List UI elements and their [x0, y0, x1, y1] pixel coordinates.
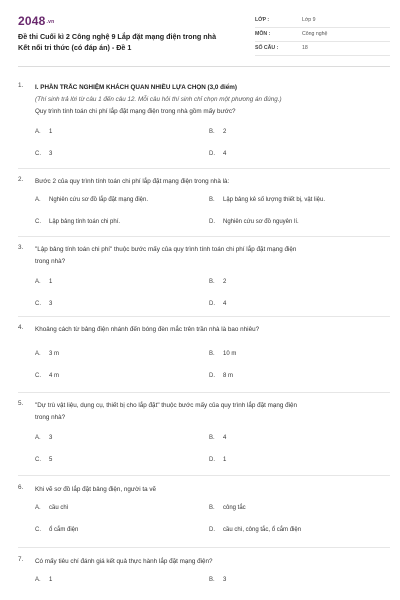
option-c[interactable] — [35, 219, 120, 225]
option-c[interactable] — [35, 457, 52, 463]
option-text: 10 m — [223, 351, 237, 357]
option-a[interactable] — [35, 279, 52, 285]
site-logo[interactable] — [18, 14, 54, 28]
option-b[interactable] — [209, 279, 226, 285]
question-number: 3. — [18, 244, 24, 251]
meta-class-label: LỚP : — [255, 17, 270, 23]
option-letter: B. — [209, 577, 215, 583]
option-letter: A. — [35, 279, 41, 285]
option-text: 8 m — [223, 373, 234, 379]
meta-subject-value: Công nghệ — [302, 31, 328, 37]
option-a[interactable] — [35, 505, 68, 511]
logo-text: 2048 — [18, 14, 46, 28]
option-d[interactable] — [209, 151, 226, 157]
option-letter: C. — [35, 457, 41, 463]
option-b[interactable] — [209, 505, 246, 511]
question-text: Khi vẽ sơ đồ lắp đặt bảng điện, người ta vẽ — [35, 486, 156, 493]
option-c[interactable] — [35, 527, 78, 533]
question-number: 5. — [18, 400, 24, 407]
option-letter: C. — [35, 373, 41, 379]
option-letter: D. — [209, 457, 215, 463]
option-letter: C. — [35, 527, 41, 533]
option-letter: C. — [35, 219, 41, 225]
option-text: 2 — [223, 129, 227, 135]
option-text: 3 — [49, 435, 53, 441]
option-b[interactable] — [209, 435, 226, 441]
question-divider — [18, 547, 390, 548]
question-text: Khoảng cách từ bảng điện nhánh đến bóng đèn mắc trên trần nhà là bao nhiêu? — [35, 326, 260, 333]
question-divider — [18, 168, 390, 169]
option-letter: A. — [35, 577, 41, 583]
question-number: 4. — [18, 324, 24, 331]
question-divider — [18, 392, 390, 393]
option-d[interactable] — [209, 301, 226, 307]
question-text-cont: trong nhà? — [35, 414, 66, 421]
option-text: 5 — [49, 457, 53, 463]
option-text: cầu chì, công tắc, ổ cắm điện — [223, 527, 302, 533]
option-text: 1 — [49, 577, 53, 583]
option-a[interactable] — [35, 435, 52, 441]
question-number: 7. — [18, 556, 24, 563]
question-number: 1. — [18, 82, 24, 89]
option-a[interactable] — [35, 129, 52, 135]
question-text: Quy trình tính toán chi phí lắp đặt mạng điện trong nhà gồm mấy bước? — [35, 108, 236, 115]
option-b[interactable] — [209, 577, 226, 583]
option-text: 3 — [49, 301, 53, 307]
option-d[interactable] — [209, 527, 301, 533]
option-d[interactable] — [209, 457, 226, 463]
option-text: 3 — [49, 151, 53, 157]
option-letter: B. — [209, 129, 215, 135]
option-b[interactable] — [209, 351, 236, 357]
option-a[interactable] — [35, 197, 148, 203]
question-number: 6. — [18, 484, 24, 491]
option-letter: A. — [35, 129, 41, 135]
option-letter: D. — [209, 373, 215, 379]
question-text: "Dự trù vật liệu, dụng cụ, thiết bị cho lắp đặt" thuộc bước mấy của quy trình lắp đặt mạng điện — [35, 402, 298, 409]
option-letter: B. — [209, 505, 215, 511]
question-number: 2. — [18, 176, 24, 183]
exam-meta — [255, 14, 390, 56]
meta-count-value: 18 — [302, 45, 308, 51]
logo-suffix: .vn — [46, 18, 55, 25]
option-a[interactable] — [35, 351, 59, 357]
option-c[interactable] — [35, 301, 52, 307]
exam-header — [18, 14, 390, 58]
option-letter: C. — [35, 301, 41, 307]
option-b[interactable] — [209, 197, 325, 203]
option-b[interactable] — [209, 129, 226, 135]
header-divider — [18, 66, 390, 67]
option-text: 3 m — [49, 351, 60, 357]
meta-class-row — [255, 14, 390, 28]
exam-title-line-2: Kết nối tri thức (có đáp án) - Đề 1 — [18, 43, 132, 52]
option-text: ổ cắm điện — [49, 527, 79, 533]
option-letter: B. — [209, 351, 215, 357]
question-text-cont: trong nhà? — [35, 258, 66, 265]
option-text: 4 — [223, 151, 227, 157]
option-letter: A. — [35, 435, 41, 441]
meta-count-label: SỐ CÂU : — [255, 45, 279, 51]
option-text: công tắc — [223, 505, 246, 511]
option-letter: B. — [209, 435, 215, 441]
option-text: 1 — [49, 279, 53, 285]
option-text: Lập bảng kê số lượng thiết bị, vật liệu. — [223, 197, 326, 203]
option-letter: B. — [209, 279, 215, 285]
option-letter: D. — [209, 301, 215, 307]
option-c[interactable] — [35, 151, 52, 157]
meta-subject-label: MÔN : — [255, 31, 271, 37]
option-c[interactable] — [35, 373, 59, 379]
option-text: 3 — [223, 577, 227, 583]
question-divider — [18, 316, 390, 317]
question-text: "Lập bảng tính toán chi phí" thuộc bước mấy của quy trình tính toán chi phí lắp đặt mạng điện — [35, 246, 297, 253]
section-instruction: (Thí sinh trả lời từ câu 1 đến câu 12. Mỗi câu hỏi thí sinh chỉ chọn một phương án đúng.) — [35, 96, 282, 103]
option-letter: D. — [209, 151, 215, 157]
exam-title-line-1: Đề thi Cuối kì 2 Công nghệ 9 Lắp đặt mạng điện trong nhà — [18, 32, 217, 41]
option-letter: A. — [35, 351, 41, 357]
question-text: Có mấy tiêu chí đánh giá kết quả thực hành lắp đặt mạng điện? — [35, 558, 213, 565]
option-text: Nghiên cứu sơ đồ nguyên lí. — [223, 219, 299, 225]
option-letter: A. — [35, 505, 41, 511]
option-text: 2 — [223, 279, 227, 285]
meta-class-value: Lớp 9 — [302, 17, 316, 23]
section-heading: I. PHẦN TRẮC NGHIỆM KHÁCH QUAN NHIỀU LỰA CHỌN (3,0 điểm) — [35, 84, 237, 91]
option-text: 1 — [223, 457, 227, 463]
option-text: Nghiên cứu sơ đồ lắp đặt mạng điện. — [49, 197, 149, 203]
option-letter: A. — [35, 197, 41, 203]
option-text: 4 — [223, 435, 227, 441]
option-d[interactable] — [209, 373, 233, 379]
option-text: 1 — [49, 129, 53, 135]
meta-subject-row — [255, 28, 390, 42]
option-d[interactable] — [209, 219, 299, 225]
option-letter: B. — [209, 197, 215, 203]
option-letter: D. — [209, 219, 215, 225]
option-text: cầu chì — [49, 505, 69, 511]
option-letter: C. — [35, 151, 41, 157]
option-text: Lập bảng tính toán chi phí. — [49, 219, 121, 225]
meta-count-row — [255, 42, 390, 56]
question-text: Bước 2 của quy trình tính toán chi phí lắp đặt mạng điện trong nhà là: — [35, 178, 230, 185]
question-divider — [18, 475, 390, 476]
option-letter: D. — [209, 527, 215, 533]
option-text: 4 — [223, 301, 227, 307]
question-divider — [18, 236, 390, 237]
option-a[interactable] — [35, 577, 52, 583]
option-text: 4 m — [49, 373, 60, 379]
